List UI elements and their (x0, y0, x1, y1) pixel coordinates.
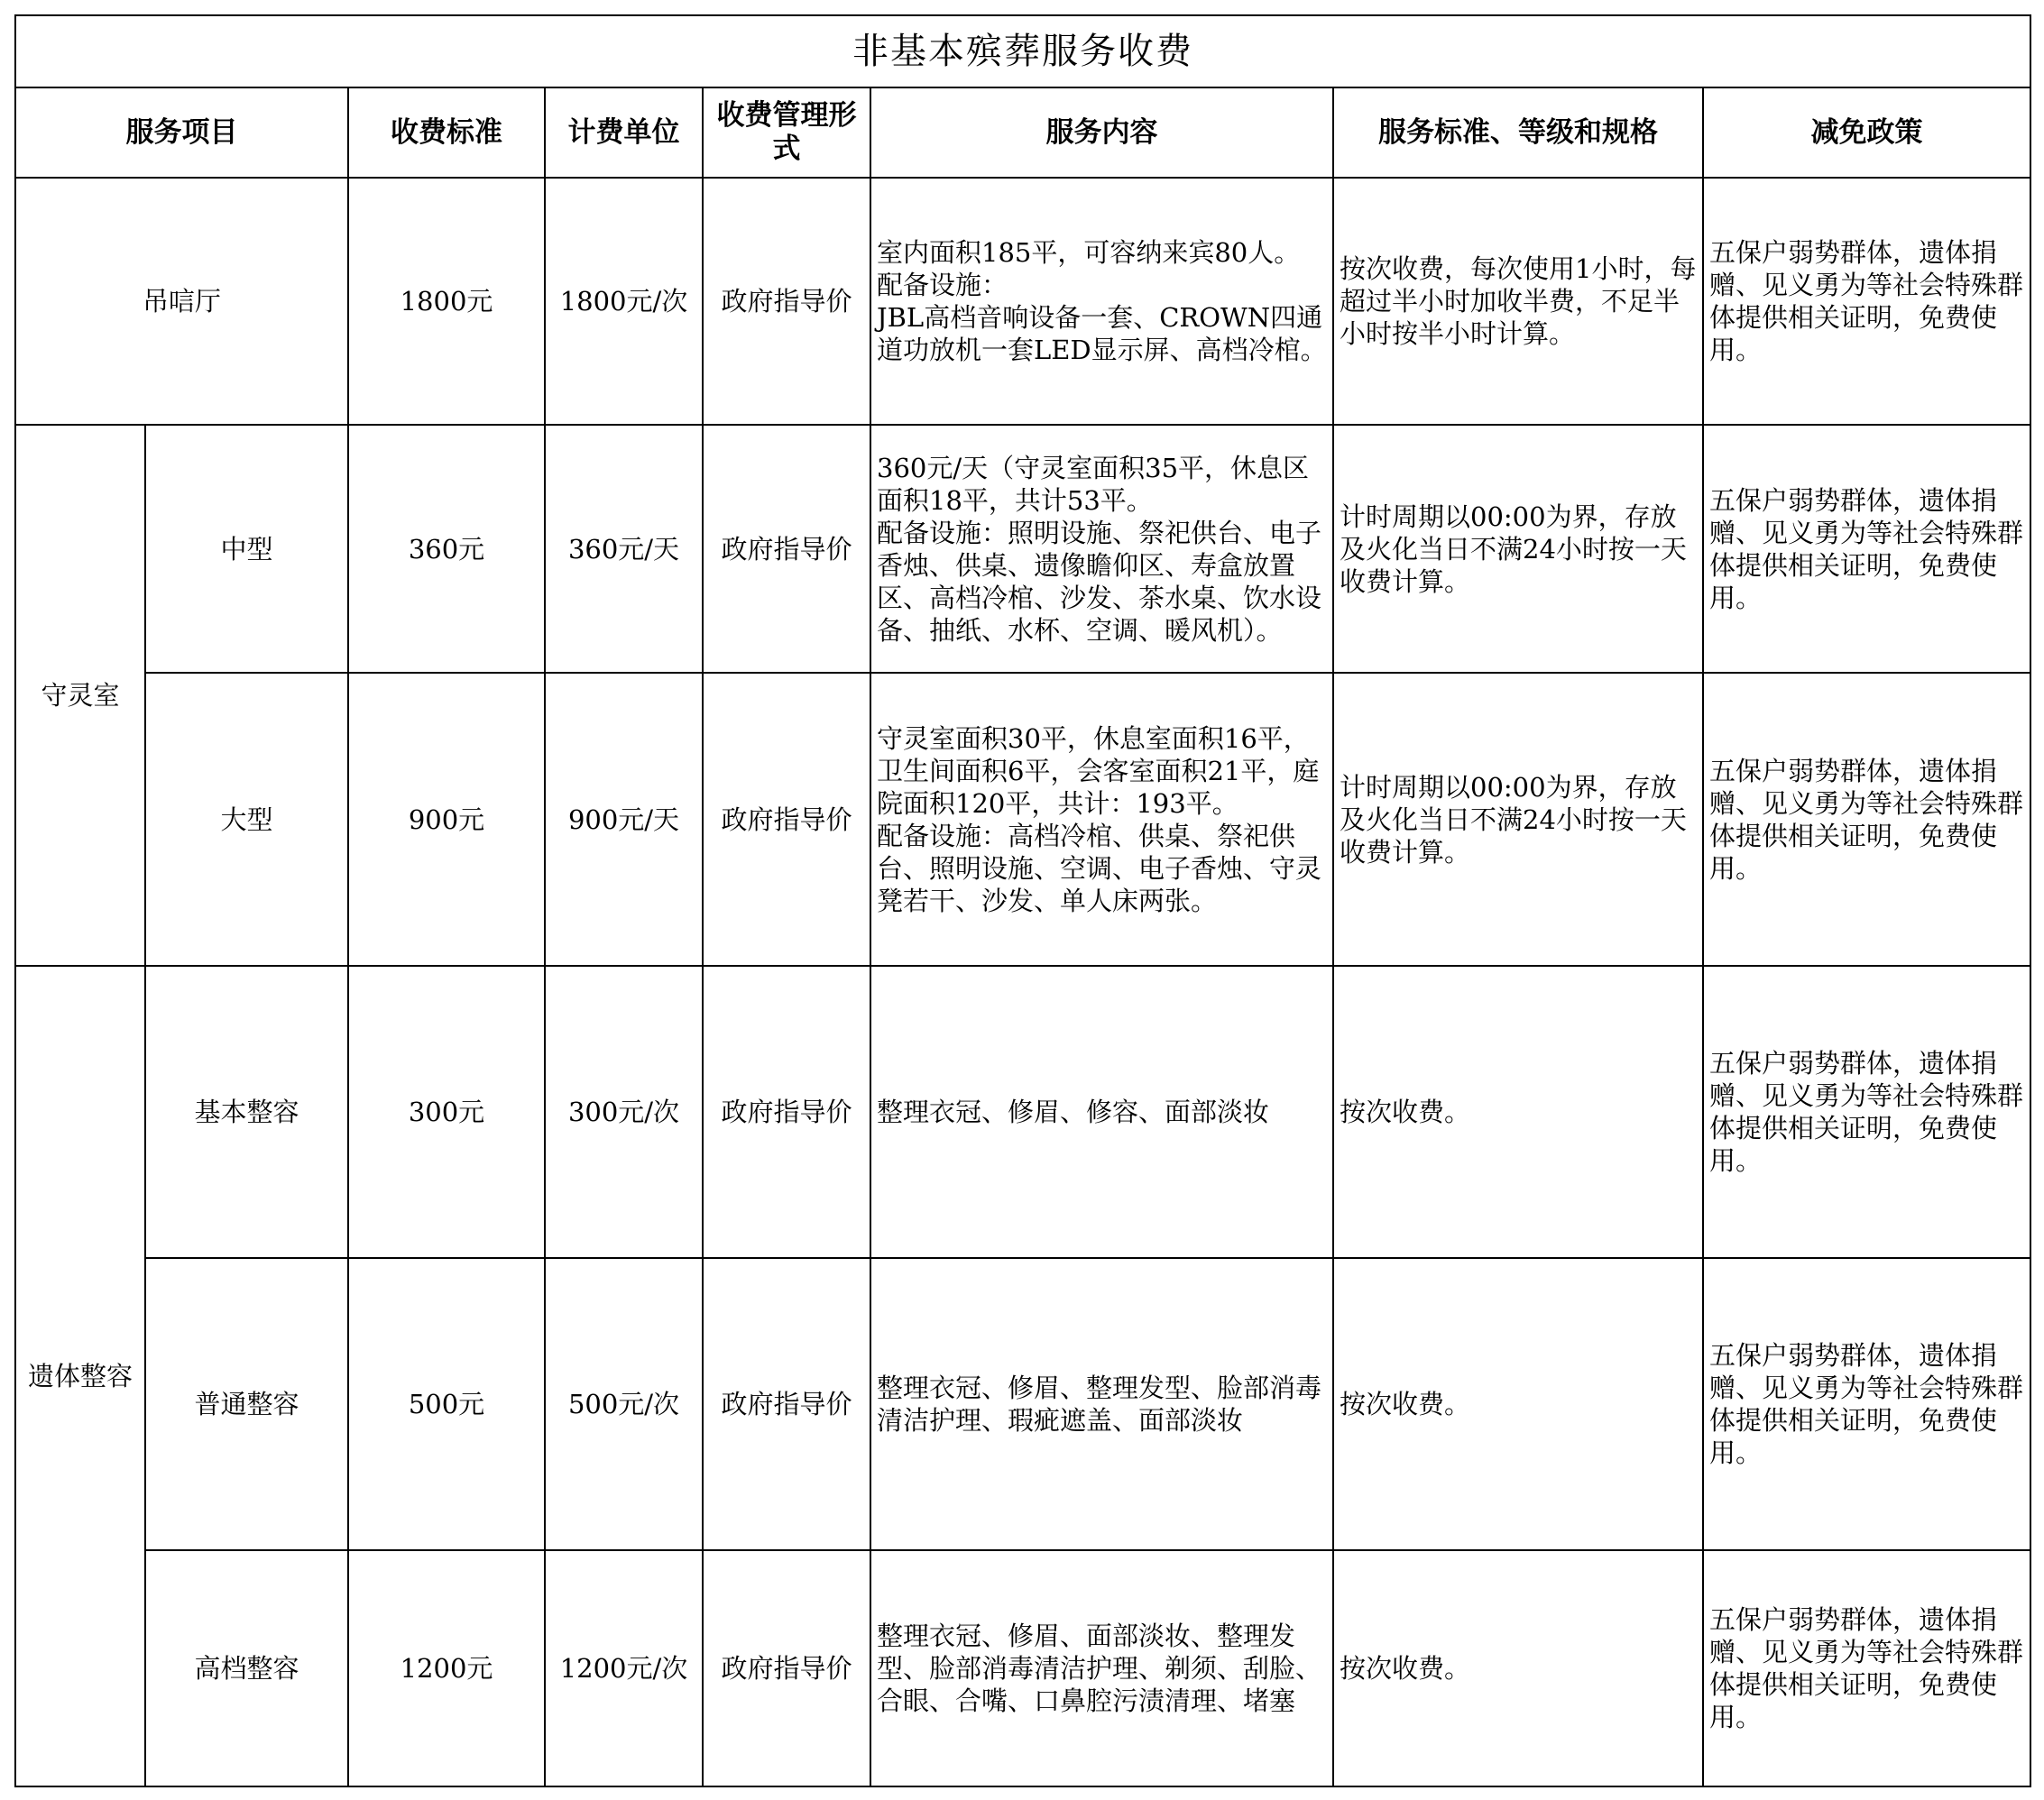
policy-cell: 五保户弱势群体，遗体捐赠、见义勇为等社会特殊群体提供相关证明，免费使用。 (1703, 1258, 2030, 1550)
table-row (15, 1550, 2030, 1786)
price-cell: 1800元 (348, 178, 545, 425)
policy-cell: 五保户弱势群体，遗体捐赠、见义勇为等社会特殊群体提供相关证明，免费使用。 (1703, 425, 2030, 673)
header-item: 服务项目 (15, 87, 348, 178)
unit-cell: 1200元/次 (545, 1550, 703, 1786)
standard-cell: 计时周期以00:00为界，存放及火化当日不满24小时按一天收费计算。 (1333, 425, 1703, 673)
item-name: 高档整容 (145, 1550, 348, 1786)
header-price: 收费标准 (348, 87, 545, 178)
unit-cell: 900元/天 (545, 673, 703, 966)
header-content: 服务内容 (870, 87, 1333, 178)
header-row (15, 87, 2030, 178)
content-cell: 整理衣冠、修眉、面部淡妆、整理发型、脸部消毒清洁护理、剃须、刮脸、合眼、合嘴、口鼻腔污渍清理、堵塞 (870, 1550, 1333, 1786)
content-cell: 360元/天（守灵室面积35平，休息区面积18平，共计53平。 配备设施：照明设施、祭祀供台、电子香烛、供桌、遗像瞻仰区、寿盒放置区、高档冷棺、沙发、茶水桌、饮水设备、抽纸、水杯、空调、暖风机）。 (870, 425, 1333, 673)
header-mgmt: 收费管理形式 (703, 87, 870, 178)
unit-cell: 1800元/次 (545, 178, 703, 425)
item-name: 吊唁厅 (15, 178, 348, 425)
price-cell: 360元 (348, 425, 545, 673)
content-cell: 室内面积185平，可容纳来宾80人。 配备设施： JBL高档音响设备一套、CROWN四通道功放机一套LED显示屏、高档冷棺。 (870, 178, 1333, 425)
content-cell: 整理衣冠、修眉、修容、面部淡妆 (870, 966, 1333, 1258)
content-cell: 整理衣冠、修眉、整理发型、脸部消毒清洁护理、瑕疵遮盖、面部淡妆 (870, 1258, 1333, 1550)
standard-cell: 按次收费。 (1333, 1550, 1703, 1786)
mgmt-cell: 政府指导价 (703, 425, 870, 673)
table-row (15, 425, 2030, 673)
table-row (15, 178, 2030, 425)
title-row (15, 15, 2030, 87)
content-cell: 守灵室面积30平，休息室面积16平，卫生间面积6平，会客室面积21平，庭院面积120平，共计：193平。 配备设施：高档冷棺、供桌、祭祀供台、照明设施、空调、电子香烛、守灵凳若干、沙发、单人床两张。 (870, 673, 1333, 966)
table-row (15, 966, 2030, 1258)
policy-cell: 五保户弱势群体，遗体捐赠、见义勇为等社会特殊群体提供相关证明，免费使用。 (1703, 1550, 2030, 1786)
table-title: 非基本殡葬服务收费 (15, 15, 2030, 87)
policy-cell: 五保户弱势群体，遗体捐赠、见义勇为等社会特殊群体提供相关证明，免费使用。 (1703, 178, 2030, 425)
header-standard: 服务标准、等级和规格 (1333, 87, 1703, 178)
mgmt-cell: 政府指导价 (703, 1550, 870, 1786)
policy-cell: 五保户弱势群体，遗体捐赠、见义勇为等社会特殊群体提供相关证明，免费使用。 (1703, 966, 2030, 1258)
price-cell: 300元 (348, 966, 545, 1258)
table-row (15, 1258, 2030, 1550)
mgmt-cell: 政府指导价 (703, 178, 870, 425)
mgmt-cell: 政府指导价 (703, 966, 870, 1258)
price-cell: 500元 (348, 1258, 545, 1550)
unit-cell: 360元/天 (545, 425, 703, 673)
price-cell: 1200元 (348, 1550, 545, 1786)
item-name: 大型 (145, 673, 348, 966)
group-cosmetic: 遗体整容 (15, 966, 145, 1786)
header-unit: 计费单位 (545, 87, 703, 178)
mgmt-cell: 政府指导价 (703, 673, 870, 966)
group-vigil-room: 守灵室 (15, 425, 145, 966)
standard-cell: 按次收费。 (1333, 1258, 1703, 1550)
unit-cell: 500元/次 (545, 1258, 703, 1550)
standard-cell: 按次收费。 (1333, 966, 1703, 1258)
standard-cell: 按次收费，每次使用1小时，每超过半小时加收半费，不足半小时按半小时计算。 (1333, 178, 1703, 425)
unit-cell: 300元/次 (545, 966, 703, 1258)
fee-table (14, 14, 2031, 1787)
policy-cell: 五保户弱势群体，遗体捐赠、见义勇为等社会特殊群体提供相关证明，免费使用。 (1703, 673, 2030, 966)
standard-cell: 计时周期以00:00为界，存放及火化当日不满24小时按一天收费计算。 (1333, 673, 1703, 966)
item-name: 普通整容 (145, 1258, 348, 1550)
table-row (15, 673, 2030, 966)
header-policy: 减免政策 (1703, 87, 2030, 178)
price-cell: 900元 (348, 673, 545, 966)
item-name: 基本整容 (145, 966, 348, 1258)
mgmt-cell: 政府指导价 (703, 1258, 870, 1550)
item-name: 中型 (145, 425, 348, 673)
